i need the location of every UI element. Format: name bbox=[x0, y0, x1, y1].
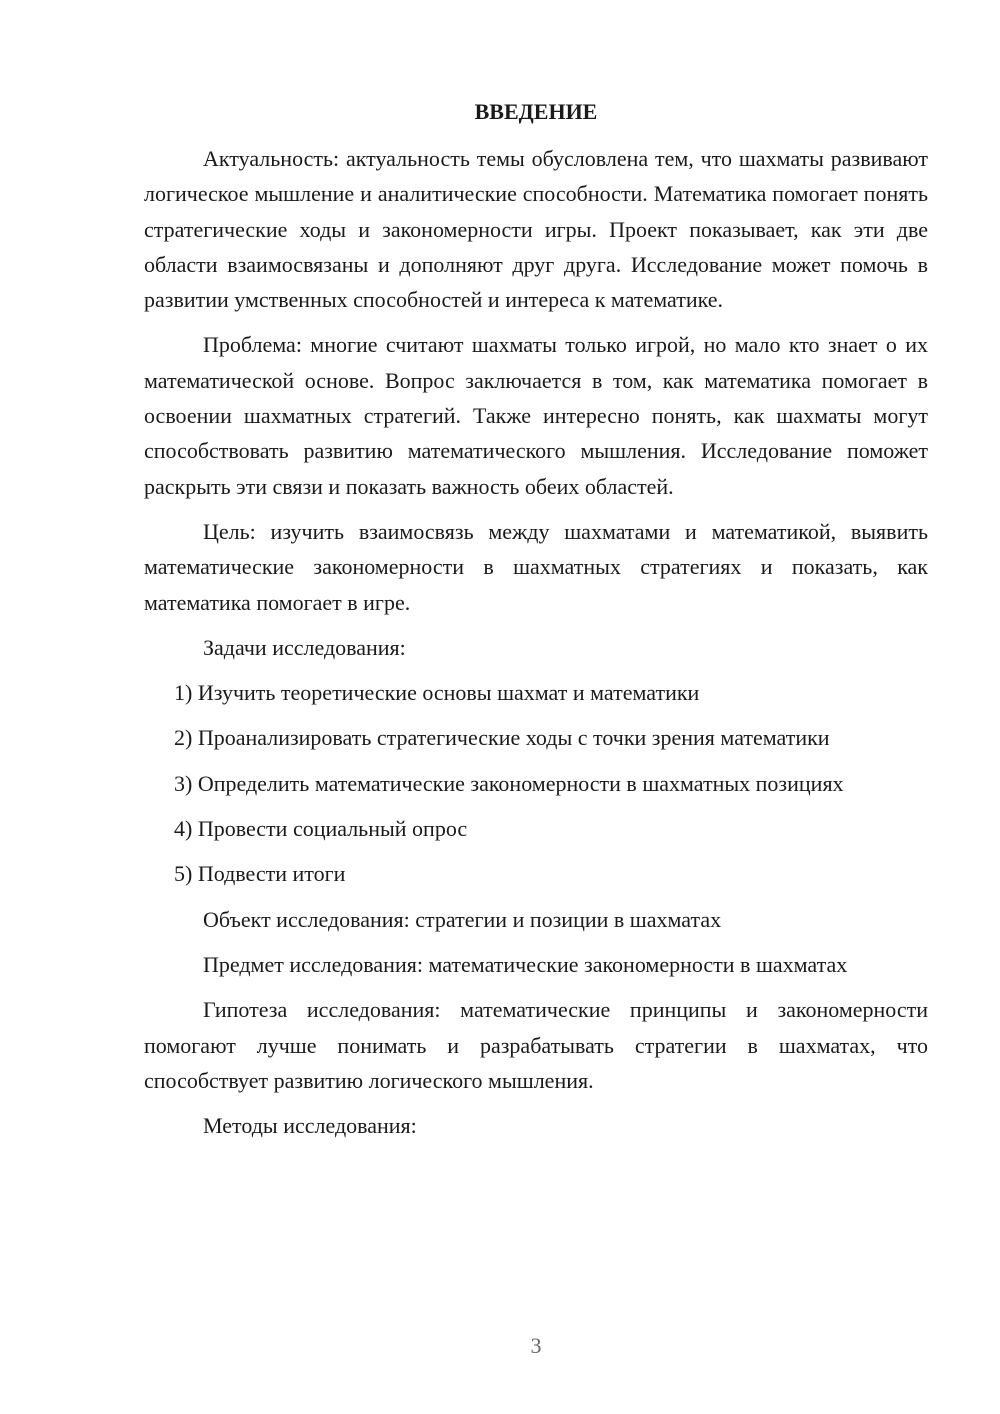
problem-paragraph: Проблема: многие считают шахматы только игрой, но мало кто знает о их математической основе. Вопрос заключается в том, как математика помогает в освоении шахматных стратегий. Также интересно понять, как шахматы могут способствовать развитию математического мышления. Исследование поможет раскрыть эти связи и показать важность обеих областей. bbox=[144, 332, 928, 499]
object-paragraph: Объект исследования: стратегии и позиции в шахматах bbox=[203, 906, 722, 932]
task-item: 5) Подвести итоги bbox=[174, 861, 346, 887]
task-item: 1) Изучить теоретические основы шахмат и математики bbox=[174, 680, 700, 706]
subject-paragraph: Предмет исследования: математические закономерности в шахматах bbox=[203, 951, 848, 977]
page-number: 3 bbox=[530, 1333, 542, 1358]
page-content bbox=[144, 94, 928, 1153]
hypothesis-paragraph: Гипотеза исследования: математические принципы и закономерности помогают лучше понимать и разрабатывать стратегии в шахматах, что способствует развитию логического мышления. bbox=[144, 997, 928, 1093]
tasks-heading: Задачи исследования: bbox=[203, 634, 406, 660]
goal-paragraph: Цель: изучить взаимосвязь между шахматами и математикой, выявить математические закономерности в шахматных стратегиях и показать, как математика помогает в игре. bbox=[144, 518, 928, 615]
task-item: 2) Проанализировать стратегические ходы с точки зрения математики bbox=[174, 725, 830, 751]
methods-heading: Методы исследования: bbox=[203, 1113, 417, 1139]
section-title: ВВЕДЕНИЕ bbox=[474, 99, 598, 124]
relevance-paragraph: Актуальность: актуальность темы обусловлена тем, что шахматы развивают логическое мышление и аналитические способности. Математика помогает понять стратегические ходы и закономерности игры. Проект показывает, как эти две области взаимосвязаны и дополняют друг друга. Исследование может помочь в развитии умственных способностей и интереса к математике. bbox=[144, 146, 928, 313]
task-item: 3) Определить математические закономерности в шахматных позициях bbox=[174, 770, 844, 796]
task-item: 4) Провести социальный опрос bbox=[174, 816, 468, 842]
